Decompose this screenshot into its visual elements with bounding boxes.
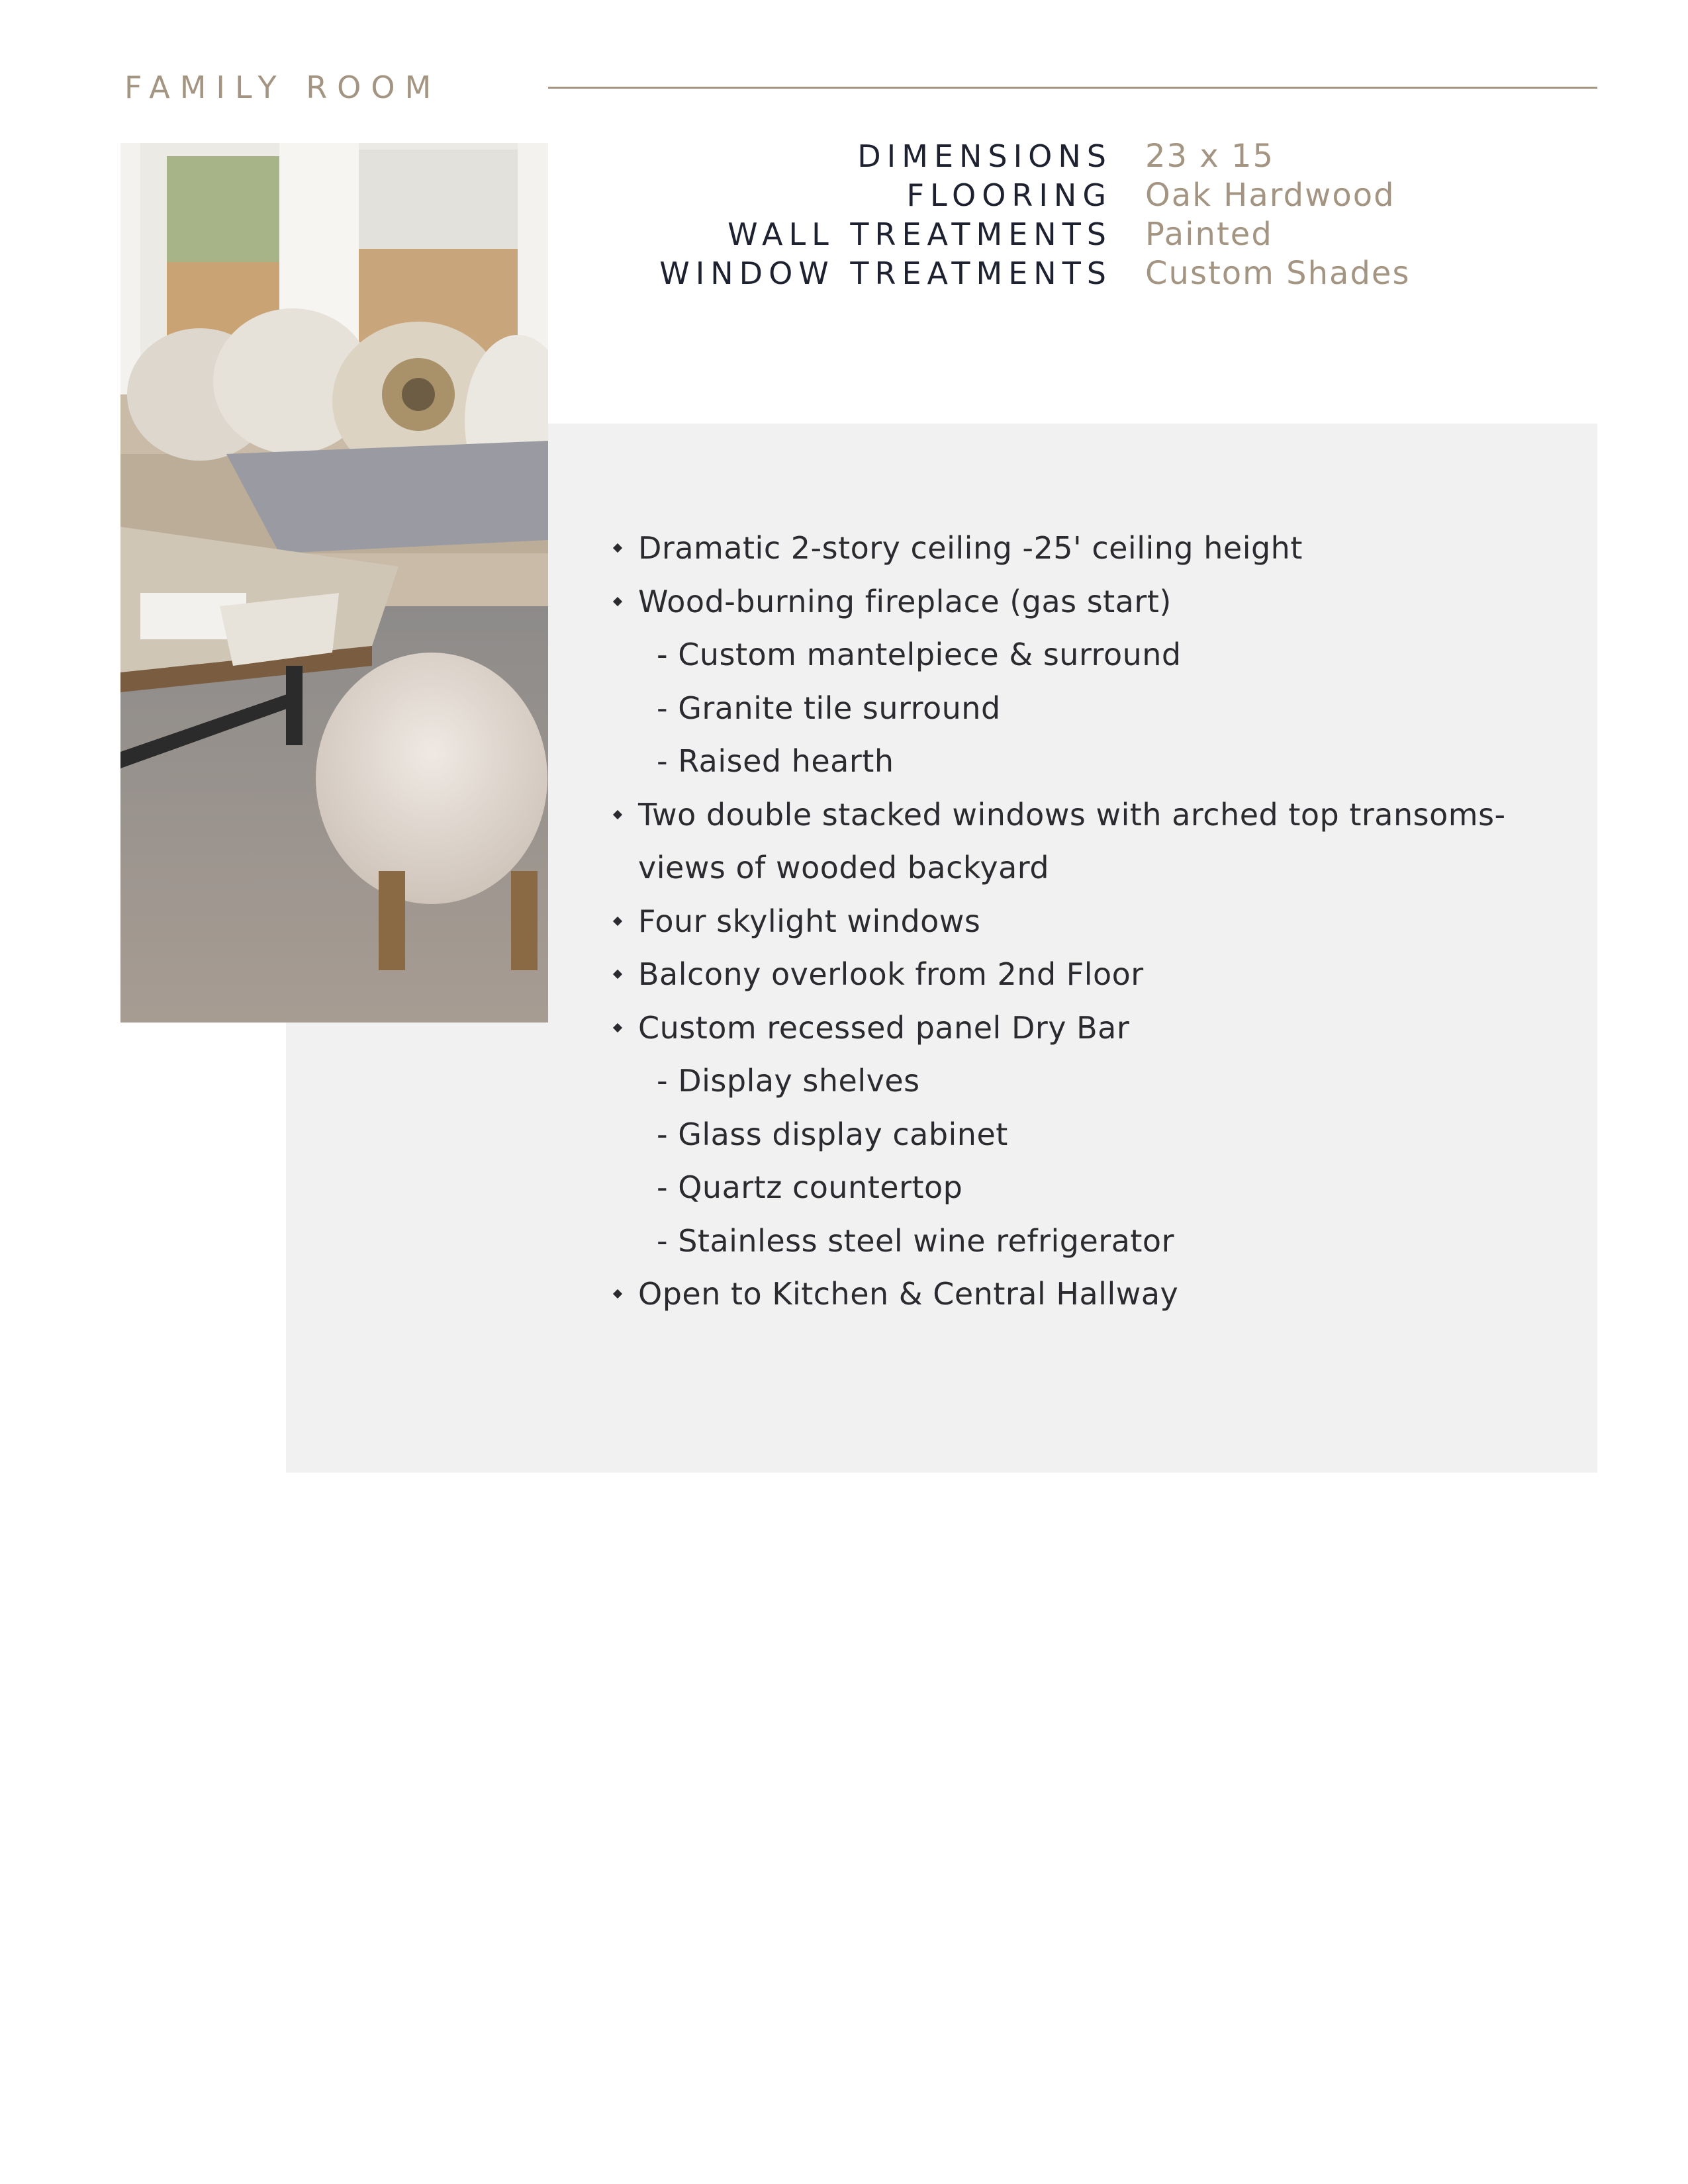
feature-text: - Stainless steel wine refrigerator	[657, 1222, 1174, 1259]
bullet-icon	[613, 596, 622, 606]
feature-text: - Display shelves	[657, 1063, 920, 1099]
bullet-icon	[613, 809, 622, 819]
feature-list	[609, 522, 1569, 1321]
page-title: FAMILY ROOM	[124, 69, 442, 105]
feature-text: Custom recessed panel Dry Bar	[638, 1009, 1130, 1046]
list-item	[609, 948, 1569, 1001]
list-subitem	[609, 1108, 1569, 1161]
feature-text: - Raised hearth	[657, 743, 894, 779]
list-item	[609, 522, 1569, 575]
feature-text: Dramatic 2-story ceiling -25' ceiling height	[638, 530, 1303, 566]
spec-label: FLOORING	[906, 177, 1112, 213]
spec-label: WALL TREATMENTS	[727, 216, 1112, 252]
feature-text: Four skylight windows	[638, 903, 981, 939]
list-subitem	[609, 628, 1569, 682]
list-subitem	[609, 1161, 1569, 1214]
bullet-icon	[613, 543, 622, 553]
feature-text: - Granite tile surround	[657, 690, 1001, 726]
spec-row-window-treatments	[596, 253, 1523, 293]
room-specs	[596, 136, 1523, 293]
spec-value: Custom Shades	[1145, 254, 1411, 292]
spec-label: WINDOW TREATMENTS	[659, 255, 1112, 291]
bullet-icon	[613, 1023, 622, 1032]
bullet-icon	[613, 1289, 622, 1298]
list-subitem	[609, 1054, 1569, 1108]
living-room-photo	[120, 143, 548, 1023]
list-item	[609, 1001, 1569, 1055]
spec-label: DIMENSIONS	[857, 138, 1112, 174]
feature-text: Open to Kitchen & Central Hallway	[638, 1276, 1179, 1312]
list-subitem	[609, 1214, 1569, 1268]
spec-row-flooring	[596, 175, 1523, 214]
title-divider	[548, 87, 1597, 89]
feature-text: Balcony overlook from 2nd Floor	[638, 956, 1144, 992]
bullet-icon	[613, 970, 622, 979]
feature-text: views of wooded backyard	[638, 850, 1050, 886]
list-subitem	[609, 682, 1569, 735]
list-subitem	[609, 735, 1569, 788]
bullet-icon	[613, 916, 622, 925]
spec-row-dimensions	[596, 136, 1523, 175]
spec-value: 23 x 15	[1145, 137, 1275, 175]
feature-text: - Custom mantelpiece & surround	[657, 637, 1182, 672]
list-item	[609, 575, 1569, 629]
feature-text: Wood-burning fireplace (gas start)	[638, 583, 1172, 619]
list-item-continuation	[609, 841, 1569, 895]
list-item	[609, 1267, 1569, 1321]
spec-row-wall-treatments	[596, 214, 1523, 253]
list-item	[609, 788, 1569, 842]
spec-value: Oak Hardwood	[1145, 176, 1395, 214]
feature-text: - Glass display cabinet	[657, 1116, 1008, 1152]
list-item	[609, 895, 1569, 948]
feature-text: Two double stacked windows with arched top transoms-	[638, 796, 1506, 833]
spec-value: Painted	[1145, 215, 1273, 253]
feature-text: - Quartz countertop	[657, 1169, 963, 1205]
